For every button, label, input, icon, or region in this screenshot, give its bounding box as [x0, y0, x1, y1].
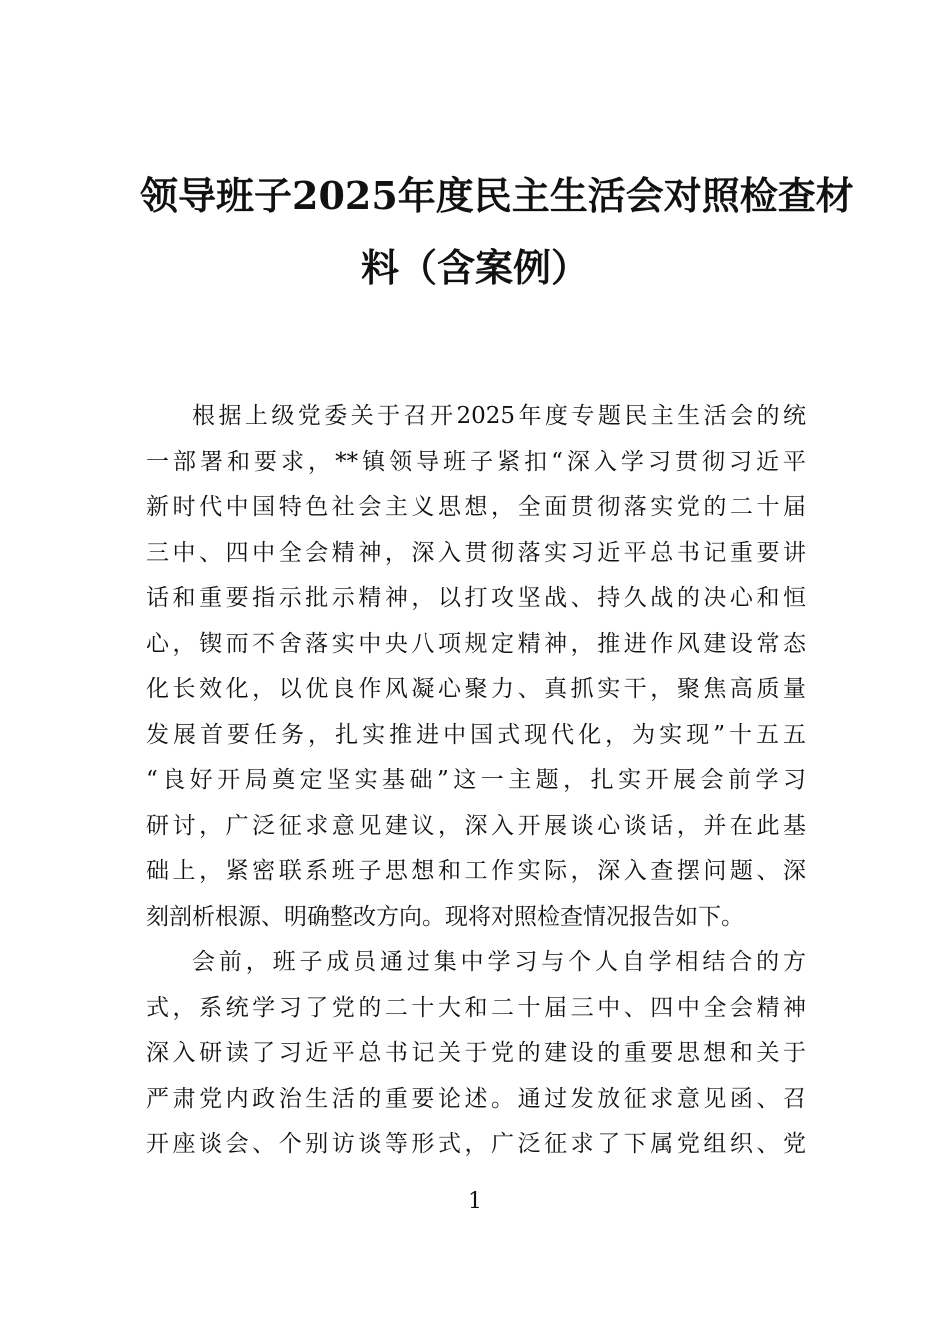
paragraph-line: 根据上级党委关于召开2025年度专题民主生活会的统 — [192, 403, 806, 429]
page-number: 1 — [468, 1189, 482, 1214]
paragraph-line: 发展首要任务，扎实推进中国式现代化，为实现”十五五 — [146, 721, 806, 748]
paragraph-line: 话和重要指示批示精神，以打攻坚战、持久战的决心和恒 — [146, 585, 806, 611]
paragraph-2 — [146, 940, 806, 1168]
document-title — [140, 160, 854, 304]
title-line-2: 料（含案例） — [360, 245, 589, 290]
paragraph-1 — [146, 394, 806, 940]
paragraph-line: “良好开局奠定坚实基础”这一主题，扎实开展会前学习 — [146, 767, 806, 793]
paragraph-line: 开座谈会、个别访谈等形式，广泛征求了下属党组织、党 — [146, 1131, 806, 1157]
paragraph-line: 三中、四中全会精神，深入贯彻落实习近平总书记重要讲 — [146, 539, 806, 566]
paragraph-line: 础上，紧密联系班子思想和工作实际，深入查摆问题、深 — [146, 858, 806, 884]
paragraph-line: 式，系统学习了党的二十大和二十届三中、四中全会精神 — [146, 994, 806, 1021]
document-body — [146, 394, 806, 1168]
paragraph-line: 严肃党内政治生活的重要论述。通过发放征求意见函、召 — [146, 1085, 806, 1112]
paragraph-line: 化长效化，以优良作风凝心聚力、真抓实干，聚焦高质量 — [146, 676, 806, 702]
paragraph-line: 研讨，广泛征求意见建议，深入开展谈心谈话，并在此基 — [146, 812, 806, 839]
paragraph-line: 新时代中国特色社会主义思想，全面贯彻落实党的二十届 — [146, 494, 806, 520]
title-line-1: 领导班子2025年度民主生活会对照检查材 — [140, 173, 854, 218]
paragraph-line: 心，锲而不舍落实中央八项规定精神，推进作风建设常态 — [146, 630, 806, 657]
paragraph-line: 刻剖析根源、明确整改方向。现将对照检查情况报告如下。 — [146, 903, 744, 930]
paragraph-line: 深入研读了习近平总书记关于党的建设的重要思想和关于 — [146, 1040, 806, 1066]
paragraph-line: 会前，班子成员通过集中学习与个人自学相结合的方 — [192, 949, 806, 975]
paragraph-line: 一部署和要求，**镇领导班子紧扣“深入学习贯彻习近平 — [146, 448, 806, 475]
